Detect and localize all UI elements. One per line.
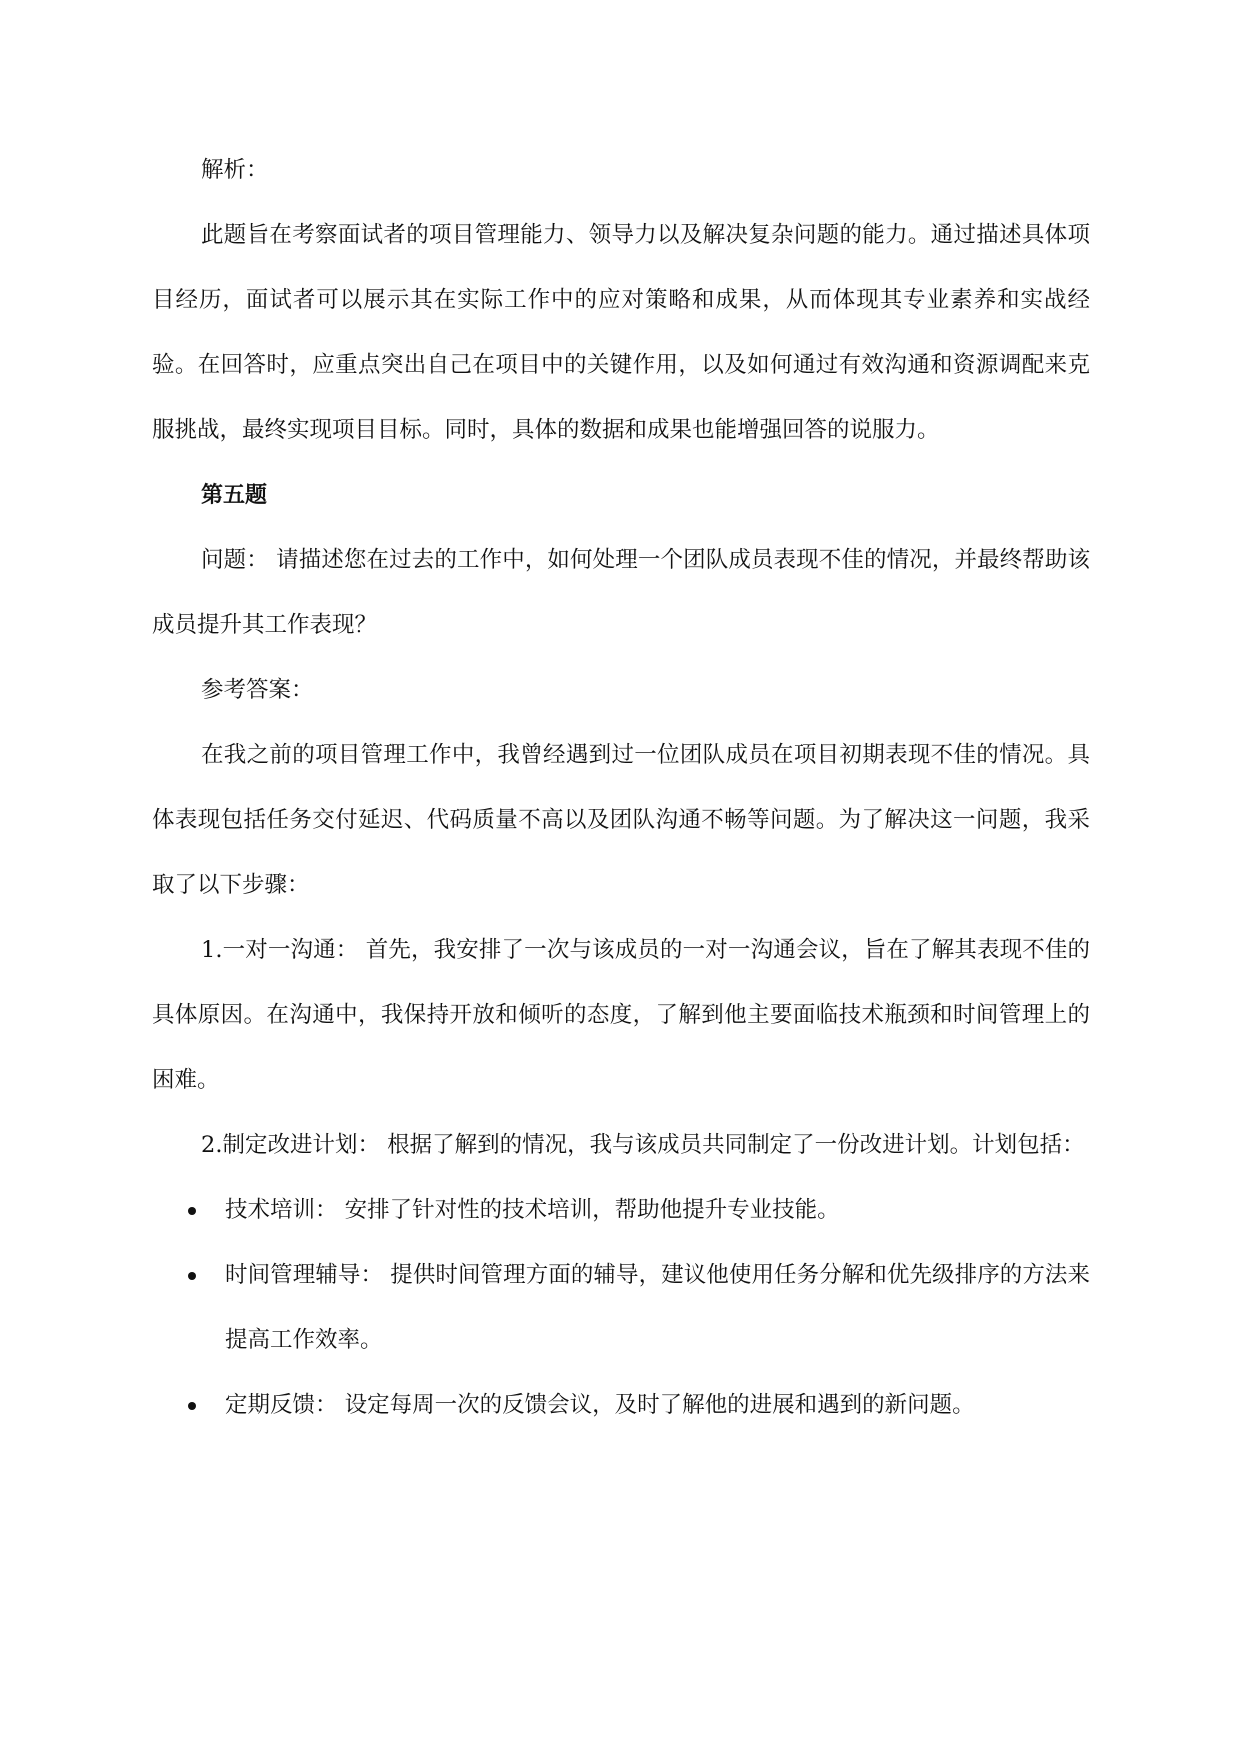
bullet-item: [152, 1373, 1090, 1438]
bullet-item: [152, 1178, 1090, 1243]
answer-label: 参考答案：: [201, 677, 314, 703]
document-body: [152, 138, 1090, 1438]
bullet-icon: [188, 1207, 196, 1215]
bullet-icon: [188, 1272, 196, 1280]
bullet-item: [152, 1243, 1090, 1373]
bullet-icon: [188, 1402, 196, 1410]
bullet-text: 时间管理辅导： 提供时间管理方面的辅导，建议他使用任务分解和优先级排序的方法来提高工作效率。: [225, 1262, 1090, 1353]
bullet-text: 技术培训： 安排了针对性的技术培训，帮助他提升专业技能。: [225, 1197, 840, 1223]
analysis-paragraph: 此题旨在考察面试者的项目管理能力、领导力以及解决复杂问题的能力。通过描述具体项目经历，面试者可以展示其在实际工作中的应对策略和成果，从而体现其专业素养和实战经验。在回答时，应重点突出自己在项目中的关键作用，以及如何通过有效沟通和资源调配来克服挑战，最终实现项目目标。同时，具体的数据和成果也能增强回答的说服力。: [152, 222, 1090, 443]
question-paragraph: 问题： 请描述您在过去的工作中，如何处理一个团队成员表现不佳的情况，并最终帮助该成员提升其工作表现？: [152, 547, 1090, 638]
step-2-paragraph: 2.制定改进计划： 根据了解到的情况，我与该成员共同制定了一份改进计划。计划包括：: [201, 1132, 1085, 1158]
answer-intro-paragraph: 在我之前的项目管理工作中，我曾经遇到过一位团队成员在项目初期表现不佳的情况。具体表现包括任务交付延迟、代码质量不高以及团队沟通不畅等问题。为了解决这一问题，我采取了以下步骤：: [152, 742, 1090, 898]
plan-bullet-list: [152, 1178, 1090, 1438]
section-heading: 第五题: [201, 483, 268, 508]
bullet-text: 定期反馈： 设定每周一次的反馈会议，及时了解他的进展和遇到的新问题。: [225, 1392, 975, 1418]
step-1-paragraph: 1.一对一沟通： 首先，我安排了一次与该成员的一对一沟通会议，旨在了解其表现不佳的具体原因。在沟通中，我保持开放和倾听的态度，了解到他主要面临技术瓶颈和时间管理上的困难。: [152, 937, 1090, 1093]
analysis-label: 解析：: [201, 157, 269, 183]
